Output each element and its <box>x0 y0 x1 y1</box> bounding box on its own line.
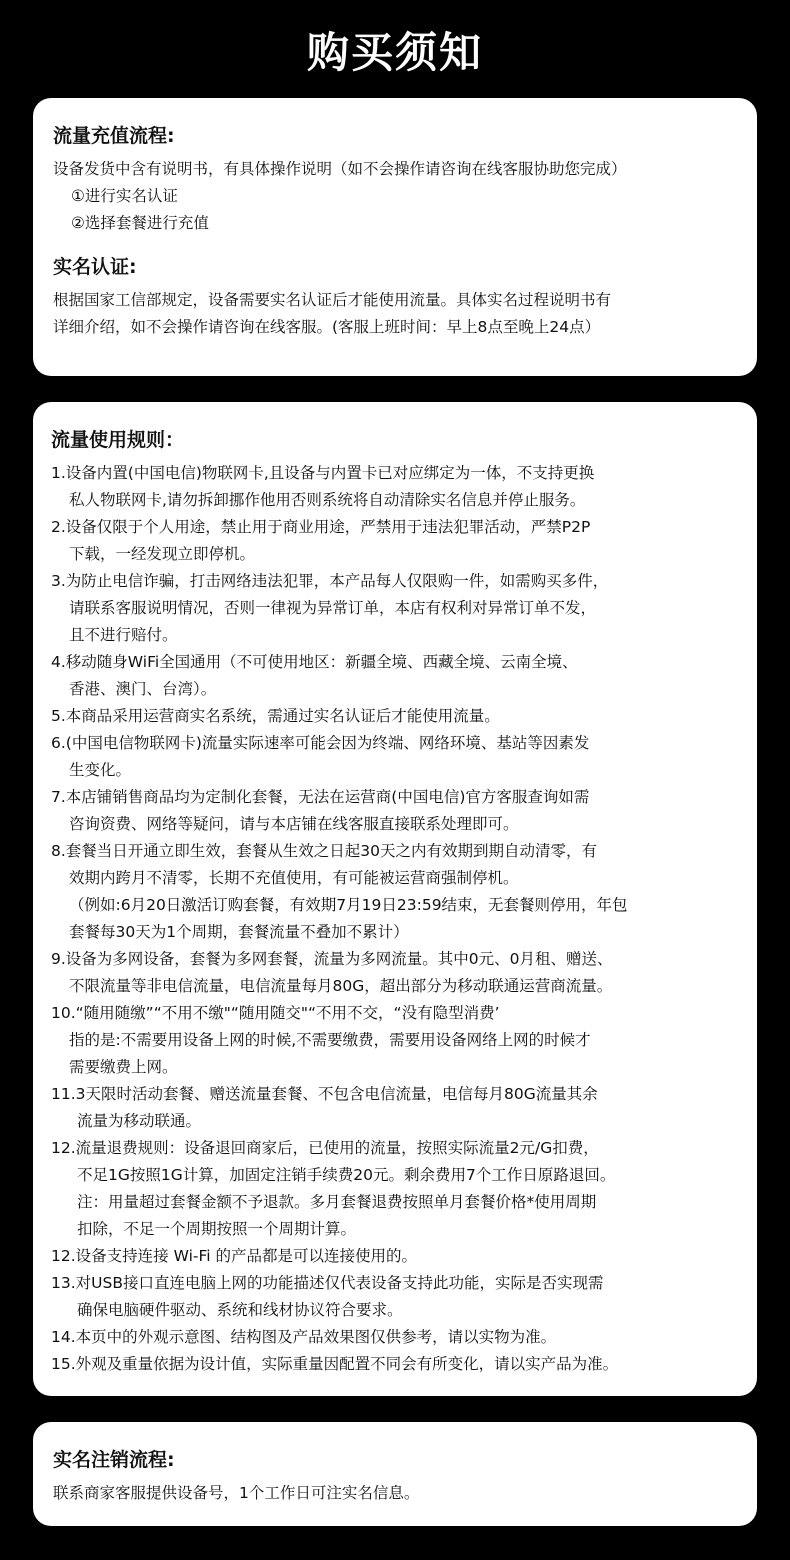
cancel-card <box>33 1422 757 1526</box>
rules-card <box>33 402 757 1396</box>
recharge-card <box>33 98 757 376</box>
rule-line: 套餐每30天为1个周期，套餐流量不叠加不累计） <box>69 923 409 941</box>
realname-line: 详细介绍，如不会操作请咨询在线客服。(客服上班时间：早上8点至晚上24点） <box>53 318 601 336</box>
page-title: 购买须知 <box>306 28 483 77</box>
rule-line: 确保电脑硬件驱动、系统和线材协议符合要求。 <box>77 1301 403 1319</box>
rule-line: 5.本商品采用运营商实名系统，需通过实名认证后才能使用流量。 <box>51 707 500 725</box>
rule-line: 流量为移动联通。 <box>77 1112 202 1130</box>
rule-line: 香港、澳门、台湾）。 <box>69 680 217 698</box>
recharge-step: ②选择套餐进行充值 <box>71 214 209 232</box>
rule-line: 请联系客服说明情况，否则一律视为异常订单，本店有权利对异常订单不发， <box>69 599 597 617</box>
rule-line: 不足1G按照1G计算，加固定注销手续费20元。剩余费用7个工作日原路退回。 <box>77 1166 616 1184</box>
rules-title: 流量使用规则： <box>51 429 185 451</box>
rule-line: 效期内跨月不清零，长期不充值使用，有可能被运营商强制停机。 <box>69 869 519 887</box>
rule-line: 咨询资费、网络等疑问，请与本店铺在线客服直接联系处理即可。 <box>69 815 519 833</box>
rule-line: 需要缴费上网。 <box>69 1058 178 1076</box>
rule-line: 8.套餐当日开通立即生效，套餐从生效之日起30天之内有效期到期自动清零，有 <box>51 842 598 860</box>
rule-line: 注：用量超过套餐金额不予退款。多月套餐退费按照单月套餐价格*使用周期 <box>77 1193 597 1211</box>
rule-line: 12.设备支持连接 Wi-Fi 的产品都是可以连接使用的。 <box>51 1247 417 1265</box>
rule-line: 14.本页中的外观示意图、结构图及产品效果图仅供参考，请以实物为准。 <box>51 1328 557 1346</box>
rule-line: 私人物联网卡,请勿拆卸挪作他用否则系统将自动清除实名信息并停止服务。 <box>69 491 586 509</box>
rule-line: 6.(中国电信物联网卡)流量实际速率可能会因为终端、网络环境、基站等因素发 <box>51 734 590 752</box>
rule-line: 11.3天限时活动套餐、赠送流量套餐、不包含电信流量，电信每月80G流量其余 <box>51 1085 598 1103</box>
rule-line: 10.“随用随缴”“不用不缴"“随用随交"“不用不交，“没有隐型消费’ <box>51 1004 500 1022</box>
rule-line: 指的是:不需要用设备上网的时候,不需要缴费，需要用设备网络上网的时候才 <box>69 1031 591 1049</box>
rule-line: 4.移动随身WiFi全国通用（不可使用地区：新疆全境、西藏全境、云南全境、 <box>51 653 578 671</box>
realname-title: 实名认证: <box>53 256 137 278</box>
rule-line: 生变化。 <box>69 761 132 779</box>
rule-line: 13.对USB接口直连电脑上网的功能描述仅代表设备支持此功能，实际是否实现需 <box>51 1274 604 1292</box>
rule-line: 2.设备仅限于个人用途，禁止用于商业用途，严禁用于违法犯罪活动，严禁P2P <box>51 518 591 536</box>
recharge-step: ①进行实名认证 <box>71 187 178 205</box>
cancel-desc: 联系商家客服提供设备号，1个工作日可注实名信息。 <box>53 1484 420 1502</box>
rule-line: 9.设备为多网设备，套餐为多网套餐，流量为多网流量。其中0元、0月租、赠送、 <box>51 950 613 968</box>
rule-line: 12.流量退费规则：设备退回商家后，已使用的流量，按照实际流量2元/G扣费， <box>51 1139 599 1157</box>
cancel-title: 实名注销流程: <box>53 1449 175 1471</box>
rule-line: 且不进行赔付。 <box>69 626 178 644</box>
rule-line: 不限流量等非电信流量，电信流量每月80G，超出部分为移动联通运营商流量。 <box>69 977 613 995</box>
rule-line: 下载，一经发现立即停机。 <box>69 545 256 563</box>
rule-line: （例如:6月20日激活订购套餐，有效期7月19日23:59结束，无套餐则停用，年包 <box>69 896 628 914</box>
realname-line: 根据国家工信部规定，设备需要实名认证后才能使用流量。具体实名过程说明书有 <box>53 291 612 309</box>
rule-line: 15.外观及重量依据为设计值，实际重量因配置不同会有所变化，请以实产品为准。 <box>51 1355 619 1373</box>
rule-line: 3.为防止电信诈骗，打击网络违法犯罪，本产品每人仅限购一件，如需购买多件， <box>51 572 609 590</box>
rule-line: 1.设备内置(中国电信)物联网卡,且设备与内置卡已对应绑定为一体，不支持更换 <box>51 464 595 482</box>
rule-line: 7.本店铺销售商品均为定制化套餐，无法在运营商(中国电信)官方客服查询如需 <box>51 788 590 806</box>
rule-line: 扣除，不足一个周期按照一个周期计算。 <box>77 1220 357 1238</box>
recharge-desc: 设备发货中含有说明书，有具体操作说明（如不会操作请咨询在线客服协助您完成） <box>53 160 627 178</box>
recharge-title: 流量充值流程: <box>53 125 175 147</box>
